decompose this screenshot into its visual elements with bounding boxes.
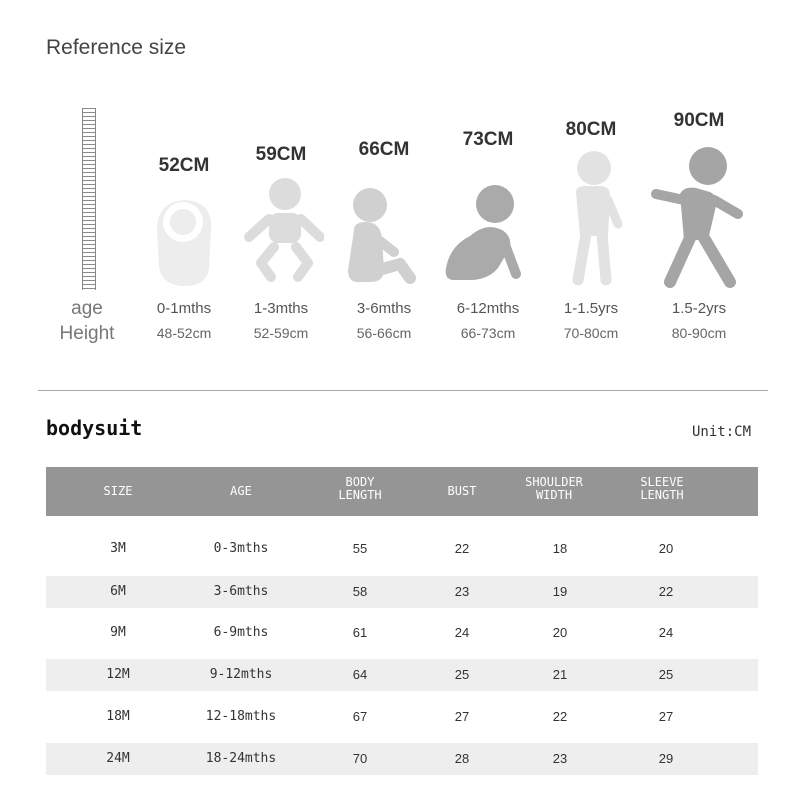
header-shoulder-line1: SHOULDER xyxy=(525,475,583,489)
baby-crawling-icon xyxy=(440,182,524,290)
stage-4-info xyxy=(531,300,651,341)
cell-sleeve: 22 xyxy=(658,584,674,599)
stage-height-range: 80-90cm xyxy=(671,325,727,341)
stage-height-cm: 59CM xyxy=(255,144,307,165)
cell-shoulder: 21 xyxy=(552,667,568,682)
cell-age: 6-9mths xyxy=(213,625,269,640)
stage-height-range: 70-80cm xyxy=(563,325,619,341)
header-shoulder-width xyxy=(504,476,604,502)
cell-shoulder: 19 xyxy=(552,584,568,599)
height-row-label: Height xyxy=(59,323,115,344)
section-divider xyxy=(38,390,768,391)
header-sleeve-line1: SLEEVE xyxy=(640,475,684,489)
cell-sleeve: 24 xyxy=(658,625,674,640)
table-row xyxy=(46,576,758,608)
newborn-swaddle-icon xyxy=(145,190,225,290)
stage-3 xyxy=(428,129,548,151)
cell-body-length: 55 xyxy=(352,541,368,556)
cell-age: 12-18mths xyxy=(205,709,277,724)
stage-5 xyxy=(639,110,759,132)
stage-1-info xyxy=(221,300,341,341)
stage-height-cm: 73CM xyxy=(462,129,514,150)
reference-size-title: Reference size xyxy=(46,36,187,59)
stage-height-range: 66-73cm xyxy=(460,325,516,341)
cell-size: 24M xyxy=(106,751,130,766)
header-age: AGE xyxy=(230,484,252,498)
cell-body-length: 70 xyxy=(352,751,368,766)
table-row xyxy=(46,533,758,565)
cell-size: 3M xyxy=(110,541,126,556)
header-sleeve-length xyxy=(612,476,712,502)
toddler-standing-icon xyxy=(560,150,624,286)
cell-size: 12M xyxy=(106,667,130,682)
cell-bust: 25 xyxy=(454,667,470,682)
stage-height-cm: 90CM xyxy=(673,110,725,131)
stage-1 xyxy=(221,144,341,166)
table-row xyxy=(46,701,758,733)
stage-height-cm: 52CM xyxy=(158,155,210,176)
table-row xyxy=(46,659,758,691)
cell-sleeve: 27 xyxy=(658,709,674,724)
header-bust: BUST xyxy=(447,484,477,498)
cell-body-length: 58 xyxy=(352,584,368,599)
cell-body-length: 64 xyxy=(352,667,368,682)
stage-age: 0-1mths xyxy=(156,300,212,317)
header-sleeve-line2: LENGTH xyxy=(640,488,684,502)
cell-size: 18M xyxy=(106,709,130,724)
cell-bust: 27 xyxy=(454,709,470,724)
cell-body-length: 61 xyxy=(352,625,368,640)
unit-label: Unit:CM xyxy=(692,424,752,440)
stage-2 xyxy=(324,139,444,161)
stage-age: 1-3mths xyxy=(253,300,309,317)
cell-shoulder: 20 xyxy=(552,625,568,640)
cell-size: 9M xyxy=(110,625,126,640)
cell-sleeve: 29 xyxy=(658,751,674,766)
cell-age: 3-6mths xyxy=(213,584,269,599)
stage-age: 3-6mths xyxy=(356,300,412,317)
stage-height-cm: 66CM xyxy=(358,139,410,160)
cell-bust: 22 xyxy=(454,541,470,556)
cell-age: 18-24mths xyxy=(205,751,277,766)
baby-lying-icon xyxy=(244,175,324,287)
header-body-length-line2: LENGTH xyxy=(338,488,382,502)
table-row xyxy=(46,617,758,649)
header-size: SIZE xyxy=(103,484,133,498)
cell-bust: 24 xyxy=(454,625,470,640)
stage-3-info xyxy=(428,300,548,341)
cell-age: 0-3mths xyxy=(213,541,269,556)
table-row xyxy=(46,743,758,775)
cell-body-length: 67 xyxy=(352,709,368,724)
cell-shoulder: 23 xyxy=(552,751,568,766)
stage-height-range: 48-52cm xyxy=(156,325,212,341)
bodysuit-title: bodysuit xyxy=(46,416,143,440)
cell-sleeve: 20 xyxy=(658,541,674,556)
cell-size: 6M xyxy=(110,584,126,599)
age-row-label: age xyxy=(71,298,103,319)
header-body-length-line1: BODY xyxy=(345,475,375,489)
header-body-length xyxy=(310,476,410,502)
stage-height-range: 56-66cm xyxy=(356,325,412,341)
stage-5-info xyxy=(639,300,759,341)
size-table-header xyxy=(46,467,758,516)
baby-sitting-icon xyxy=(342,186,422,290)
cell-age: 9-12mths xyxy=(209,667,273,682)
stage-age: 6-12mths xyxy=(456,300,520,317)
cell-sleeve: 25 xyxy=(658,667,674,682)
toddler-walking-icon xyxy=(648,144,744,288)
stage-height-range: 52-59cm xyxy=(253,325,309,341)
stage-4 xyxy=(531,119,651,141)
stage-2-info xyxy=(324,300,444,341)
header-shoulder-line2: WIDTH xyxy=(535,488,573,502)
cell-shoulder: 18 xyxy=(552,541,568,556)
stage-height-cm: 80CM xyxy=(565,119,617,140)
height-ruler-icon xyxy=(82,108,96,290)
stage-age: 1-1.5yrs xyxy=(563,300,619,317)
cell-shoulder: 22 xyxy=(552,709,568,724)
stage-age: 1.5-2yrs xyxy=(671,300,727,317)
cell-bust: 23 xyxy=(454,584,470,599)
cell-bust: 28 xyxy=(454,751,470,766)
